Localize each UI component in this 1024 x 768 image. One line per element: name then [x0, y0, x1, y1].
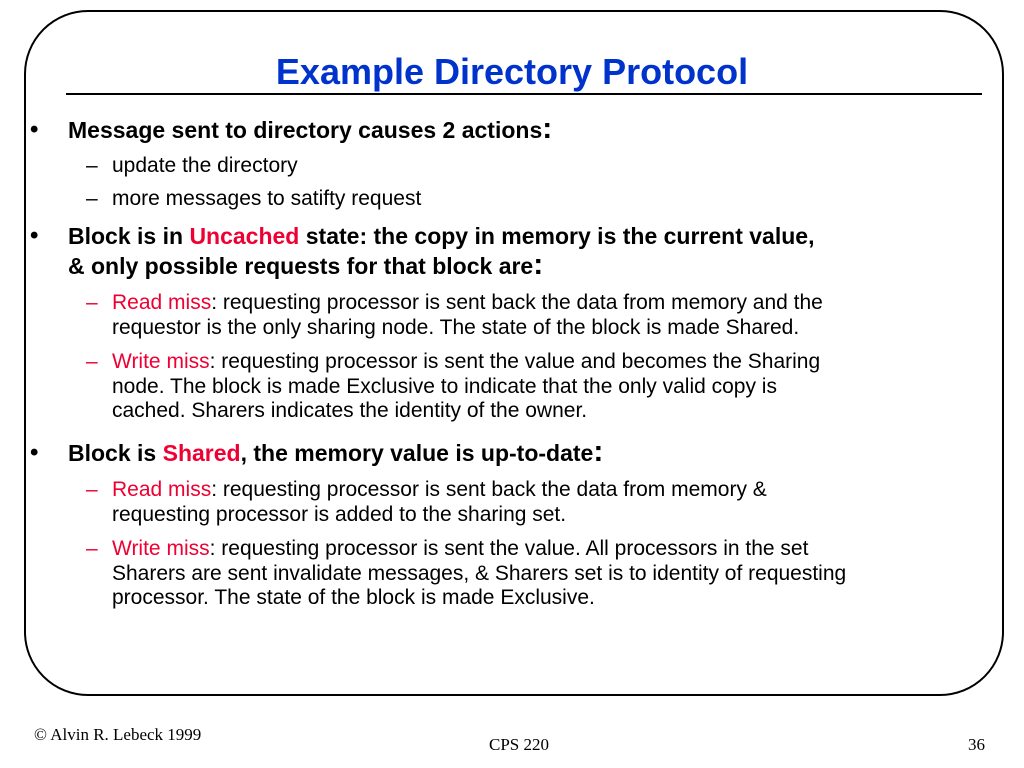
dash-marker: – [86, 350, 98, 373]
bullet-3-sub-1-text: : requesting processor is sent back the data from memory & [211, 478, 767, 501]
bullet-3-text-after: , the memory value is up-to-date [240, 440, 594, 466]
bullet-2-text-after: state: the copy in memory is the current value, [299, 223, 815, 249]
bullet-marker: • [30, 116, 39, 143]
dash-marker: – [86, 187, 98, 210]
bullet-2-sub-1-line-1 [112, 291, 1012, 315]
bullet-3-text [68, 435, 1008, 468]
write-miss-term: Write miss [112, 350, 210, 373]
bullet-1-label: Message sent to directory causes 2 actions [68, 117, 543, 143]
bullet-3-text-before: Block is [68, 440, 163, 466]
bullet-3-sub-2-line-3: processor. The state of the block is made Exclusive. [112, 586, 595, 609]
bullet-2-line-1 [68, 222, 1008, 250]
slide-title: Example Directory Protocol [275, 51, 749, 92]
read-miss-term: Read miss [112, 478, 212, 501]
bullet-2-sub-2-line-1 [112, 350, 1012, 374]
uncached-highlight: Uncached [189, 223, 300, 249]
dash-marker: – [86, 537, 98, 560]
read-miss-term: Read miss [112, 291, 212, 314]
write-miss-term: Write miss [112, 537, 210, 560]
bullet-3-sub-1-line-1 [112, 478, 1012, 502]
bullet-marker: • [30, 439, 39, 466]
dash-marker: – [86, 478, 98, 501]
bullet-2-text-before: Block is in [68, 223, 190, 249]
bullet-2-sub-2-line-3: cached. Sharers indicates the identity of the owner. [112, 399, 588, 422]
bullet-2-line-2 [68, 248, 1008, 281]
dash-marker: – [86, 154, 98, 177]
shared-highlight: Shared [162, 440, 241, 466]
bullet-2-sub-2-line-2: node. The block is made Exclusive to indicate that the only valid copy is [112, 375, 777, 398]
bullet-2-sub-1-line-2: requestor is the only sharing node. The state of the block is made Shared. [112, 316, 800, 339]
bullet-2-line-2-text: & only possible requests for that block are [68, 253, 534, 279]
bullet-3-sub-2-text: : requesting processor is sent the value. All processors in the set [209, 537, 809, 560]
bullet-1-colon: : [542, 112, 553, 145]
bullet-3-sub-1-line-2: requesting processor is added to the sharing set. [112, 503, 567, 526]
footer-course: CPS 220 [489, 735, 549, 754]
footer-copyright: © Alvin R. Lebeck 1999 [34, 725, 202, 744]
bullet-marker: • [30, 222, 39, 249]
bullet-2-colon: : [533, 248, 544, 281]
bullet-3-sub-2-line-1 [112, 537, 1012, 561]
bullet-3-colon: : [593, 435, 604, 468]
footer-page-number: 36 [968, 735, 985, 754]
bullet-1-text [68, 112, 1008, 145]
bullet-2-sub-2-text: : requesting processor is sent the value and becomes the Sharing [209, 350, 821, 373]
bullet-1-sub-1: update the directory [112, 154, 298, 177]
dash-marker: – [86, 291, 98, 314]
bullet-1-sub-2: more messages to satifty request [112, 187, 422, 210]
bullet-3-sub-2-line-2: Sharers are sent invalidate messages, & Sharers set is to identity of requesting [112, 562, 847, 585]
bullet-2-sub-1-text: : requesting processor is sent back the data from memory and the [211, 291, 823, 314]
